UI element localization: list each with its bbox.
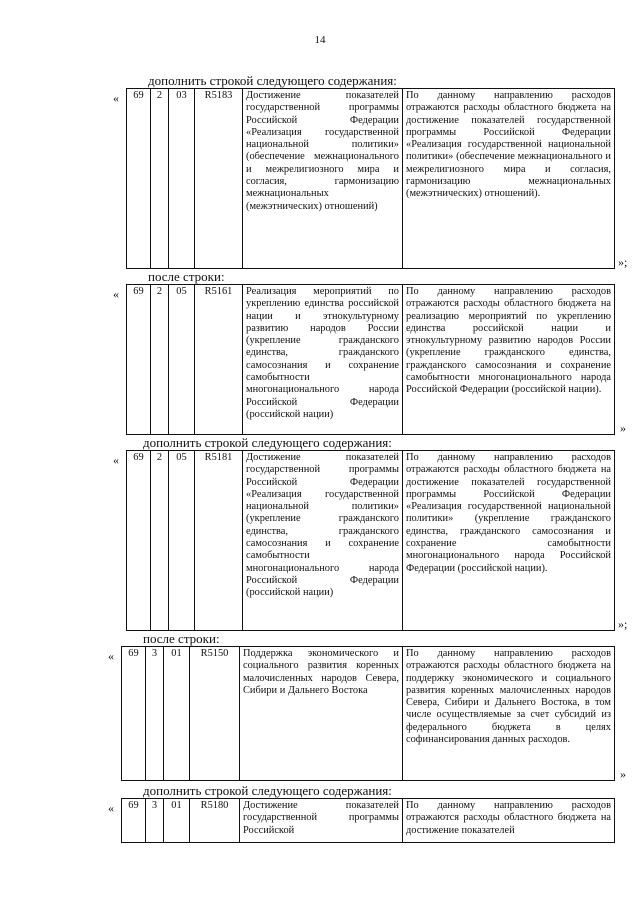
expense-description-cell: По данному направлению расходов отражаются расходы областного бюджета на достижение показателей государственной программы Российской Федерации «Реализация государственной национальной политики» (укрепление гражданского единства, гражданского самосознания и сохранение самобытности многонационального народа Российской Федерации (российской нации). [403, 451, 615, 631]
expense-name-cell: Достижение показателей государственной программы Российской Федерации «Реализация государственной национальной политики» (обеспечение межнационального и межрелигиозного мира и согласия, гармонизацию межнациональных (межэтнических) отношений) [243, 89, 403, 269]
section-caption: дополнить строкой следующего содержания: [148, 73, 397, 88]
code-cell-3: 01 [164, 647, 190, 781]
section-caption: дополнить строкой следующего содержания: [143, 783, 392, 798]
code-cell-2: 2 [151, 451, 169, 631]
close-quote: »; [618, 255, 628, 269]
expense-name-cell: Достижение показателей государственной программы Российской Федерации «Реализация государственной национальной политики» (укрепление гражданского единства, гражданского самосознания и сохранение самобытности многонационального народа Российской Федерации (российской нации) [243, 451, 403, 631]
budget-table-row [126, 88, 615, 269]
budget-table-row [121, 646, 615, 781]
code-cell-3: 05 [169, 451, 195, 631]
code-cell-3: 01 [164, 799, 190, 843]
code-cell-1: 69 [127, 451, 151, 631]
code-cell-2: 3 [146, 799, 164, 843]
code-cell-4: R5161 [195, 285, 243, 435]
code-cell-4: R5180 [190, 799, 240, 843]
budget-table-row [126, 284, 615, 435]
page-number: 14 [314, 34, 326, 46]
code-cell-1: 69 [127, 285, 151, 435]
expense-name-cell: Достижение показателей государственной программы Российской [240, 799, 403, 843]
budget-table-row [126, 450, 615, 631]
expense-description-cell: По данному направлению расходов отражаются расходы областного бюджета на поддержку экономического и социального развития коренных малочисленных народов Севера, Сибири и Дальнего Востока, в том числе осуществляемые за счет субсидий из федерального бюджета в целях софинансирования данных расходов. [403, 647, 615, 781]
open-quote: « [113, 287, 119, 301]
open-quote: « [113, 91, 119, 105]
code-cell-4: R5183 [195, 89, 243, 269]
expense-description-cell: По данному направлению расходов отражаются расходы областного бюджета на реализацию мероприятий по укреплению единства российской нации и этнокультурному развитию народов России (укрепление гражданского единства, гражданского самосознания и сохранение самобытности многонационального народа Российской Федерации (российской нации). [403, 285, 615, 435]
section-caption: дополнить строкой следующего содержания: [143, 435, 392, 450]
section-caption: после строки: [143, 631, 220, 646]
section-caption: после строки: [148, 269, 225, 284]
close-quote: »; [618, 617, 628, 631]
code-cell-2: 3 [146, 647, 164, 781]
code-cell-1: 69 [127, 89, 151, 269]
code-cell-1: 69 [122, 647, 146, 781]
code-cell-4: R5150 [190, 647, 240, 781]
open-quote: « [108, 649, 114, 663]
code-cell-2: 2 [151, 89, 169, 269]
code-cell-3: 05 [169, 285, 195, 435]
expense-description-cell: По данному направлению расходов отражаются расходы областного бюджета на достижение показателей государственной программы Российской Федерации «Реализация государственной национальной политики» (обеспечение межнационального и межрелигиозного мира и согласия, гармонизацию межнациональных (межэтнических) отношений). [403, 89, 615, 269]
code-cell-4: R5181 [195, 451, 243, 631]
code-cell-1: 69 [122, 799, 146, 843]
close-quote: » [620, 767, 626, 781]
budget-table-row [121, 798, 615, 843]
code-cell-2: 2 [151, 285, 169, 435]
code-cell-3: 03 [169, 89, 195, 269]
expense-description-cell: По данному направлению расходов отражаются расходы областного бюджета на достижение показателей [403, 799, 615, 843]
close-quote: » [620, 421, 626, 435]
open-quote: « [108, 801, 114, 815]
open-quote: « [113, 453, 119, 467]
expense-name-cell: Поддержка экономического и социального развития коренных малочисленных народов Севера, Сибири и Дальнего Востока [240, 647, 403, 781]
expense-name-cell: Реализация мероприятий по укреплению единства российской нации и этнокультурному развитию народов России (укрепление гражданского единства, гражданского самосознания и сохранение самобытности многонационального народа Российской Федерации (российской нации) [243, 285, 403, 435]
